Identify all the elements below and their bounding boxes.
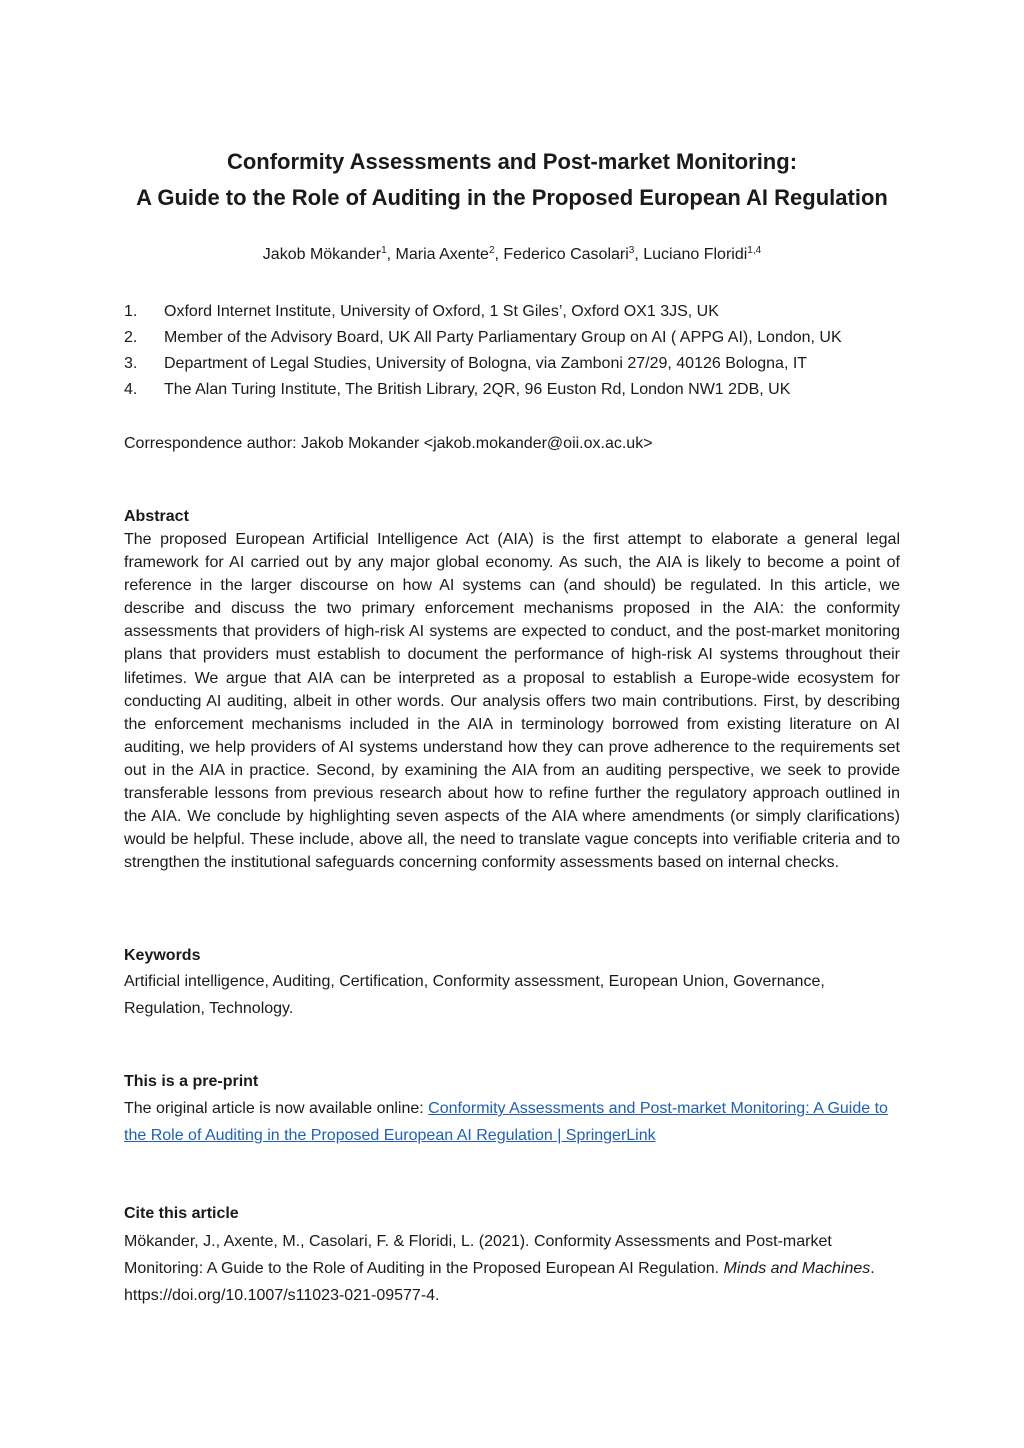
affiliation-number: 2. <box>124 329 138 346</box>
affiliation-text: Member of the Advisory Board, UK All Party Parliamentary Group on AI ( APPG AI), London, UK <box>164 329 842 346</box>
preprint-intro: The original article is now available online: <box>124 1100 429 1117</box>
abstract-body: The proposed European Artificial Intelligence Act (AIA) is the first attempt to elaborate a general legal framework for AI carried out by any major global economy. As such, the AIA is likely to become a point of reference in the larger discourse on how AI systems can (and should) be regulated. In this article, we describe and discuss the two primary enforcement mechanisms proposed in the AIA: the conformity assessments that providers of high-risk AI systems are expected to conduct, and the post-market monitoring plans that providers must establish to document the performance of high-risk AI systems throughout their lifetimes. We argue that AIA can be interpreted as a proposal to establish a Europe-wide ecosystem for conducting AI auditing, albeit in other words. Our analysis offers two main contributions. First, by describing the enforcement mechanisms included in the AIA in terminology borrowed from existing literature on AI auditing, we help providers of AI systems understand how they can prove adherence to the requirements set out in the AIA in practice. Second, by examining the AIA from an auditing perspective, we seek to provide transferable lessons from previous research about how to refine further the regulatory approach outlined in the AIA. We conclude by highlighting seven aspects of the AIA where amendments (or simply clarifications) would be helpful. These include, above all, the need to translate vague concepts into verifiable criteria and to strengthen the institutional safeguards concerning conformity assessments based on internal checks. <box>124 531 900 872</box>
citation-doi: . https://doi.org/10.1007/s11023-021-09577-4. <box>124 1260 875 1304</box>
paper-title-line-1: Conformity Assessments and Post-market Monitoring: <box>226 149 798 174</box>
preprint-heading: This is a pre-print <box>124 1073 259 1090</box>
affiliation-number: 3. <box>124 355 138 372</box>
affiliation-text: Department of Legal Studies, University of Bologna, via Zamboni 27/29, 40126 Bologna, IT <box>164 355 808 372</box>
springerlink-article-link[interactable]: Conformity Assessments and Post-market Monitoring: A Guide to the Role of Auditing in the Proposed European AI Regulation | SpringerLink <box>124 1100 888 1144</box>
author-name: Luciano Floridi <box>643 246 748 263</box>
author-name: Jakob Mökander <box>262 246 382 263</box>
author-affiliation-sup: 2 <box>488 245 495 256</box>
affiliation-number: 4. <box>124 381 138 398</box>
affiliation-text: The Alan Turing Institute, The British Library, 2QR, 96 Euston Rd, London NW1 2DB, UK <box>164 381 791 398</box>
paper-title-line-2: A Guide to the Role of Auditing in the Proposed European AI Regulation <box>136 185 888 210</box>
author-affiliation-sup: 1 <box>381 245 387 256</box>
abstract-heading: Abstract <box>124 508 189 525</box>
citation-journal: Minds and Machines <box>723 1260 871 1277</box>
author-affiliation-sup: 3 <box>628 245 635 256</box>
preprint-notice <box>124 1095 900 1149</box>
author-list: Jakob Mökander$^1$, Maria Axente$^2$, Federico Casolari$^3$, Luciano Floridi$^{1,4}$ <box>262 245 762 263</box>
citation-authors-title: Mökander, J., Axente, M., Casolari, F. & Floridi, L. (2021). Conformity Assessments and Post-market Monitoring: A Guide to the Role of Auditing in the Proposed European AI Regulation. <box>124 1233 832 1277</box>
citation-text <box>124 1228 900 1309</box>
affiliation-text: Oxford Internet Institute, University of Oxford, 1 St Giles’, Oxford OX1 3JS, UK <box>164 303 719 320</box>
keywords-list: Artificial intelligence, Auditing, Certification, Conformity assessment, European Union, Governance, Regulation, Technology. <box>124 973 825 1017</box>
cite-heading: Cite this article <box>124 1205 239 1222</box>
author-affiliation-sup: 1,4 <box>747 245 762 256</box>
affiliation-number: 1. <box>124 303 138 320</box>
correspondence-author: Correspondence author: Jakob Mokander <jakob.mokander@oii.ox.ac.uk> <box>124 435 653 452</box>
keywords-heading: Keywords <box>124 947 201 964</box>
author-name: Maria Axente <box>395 246 489 263</box>
author-name: Federico Casolari <box>503 246 629 263</box>
